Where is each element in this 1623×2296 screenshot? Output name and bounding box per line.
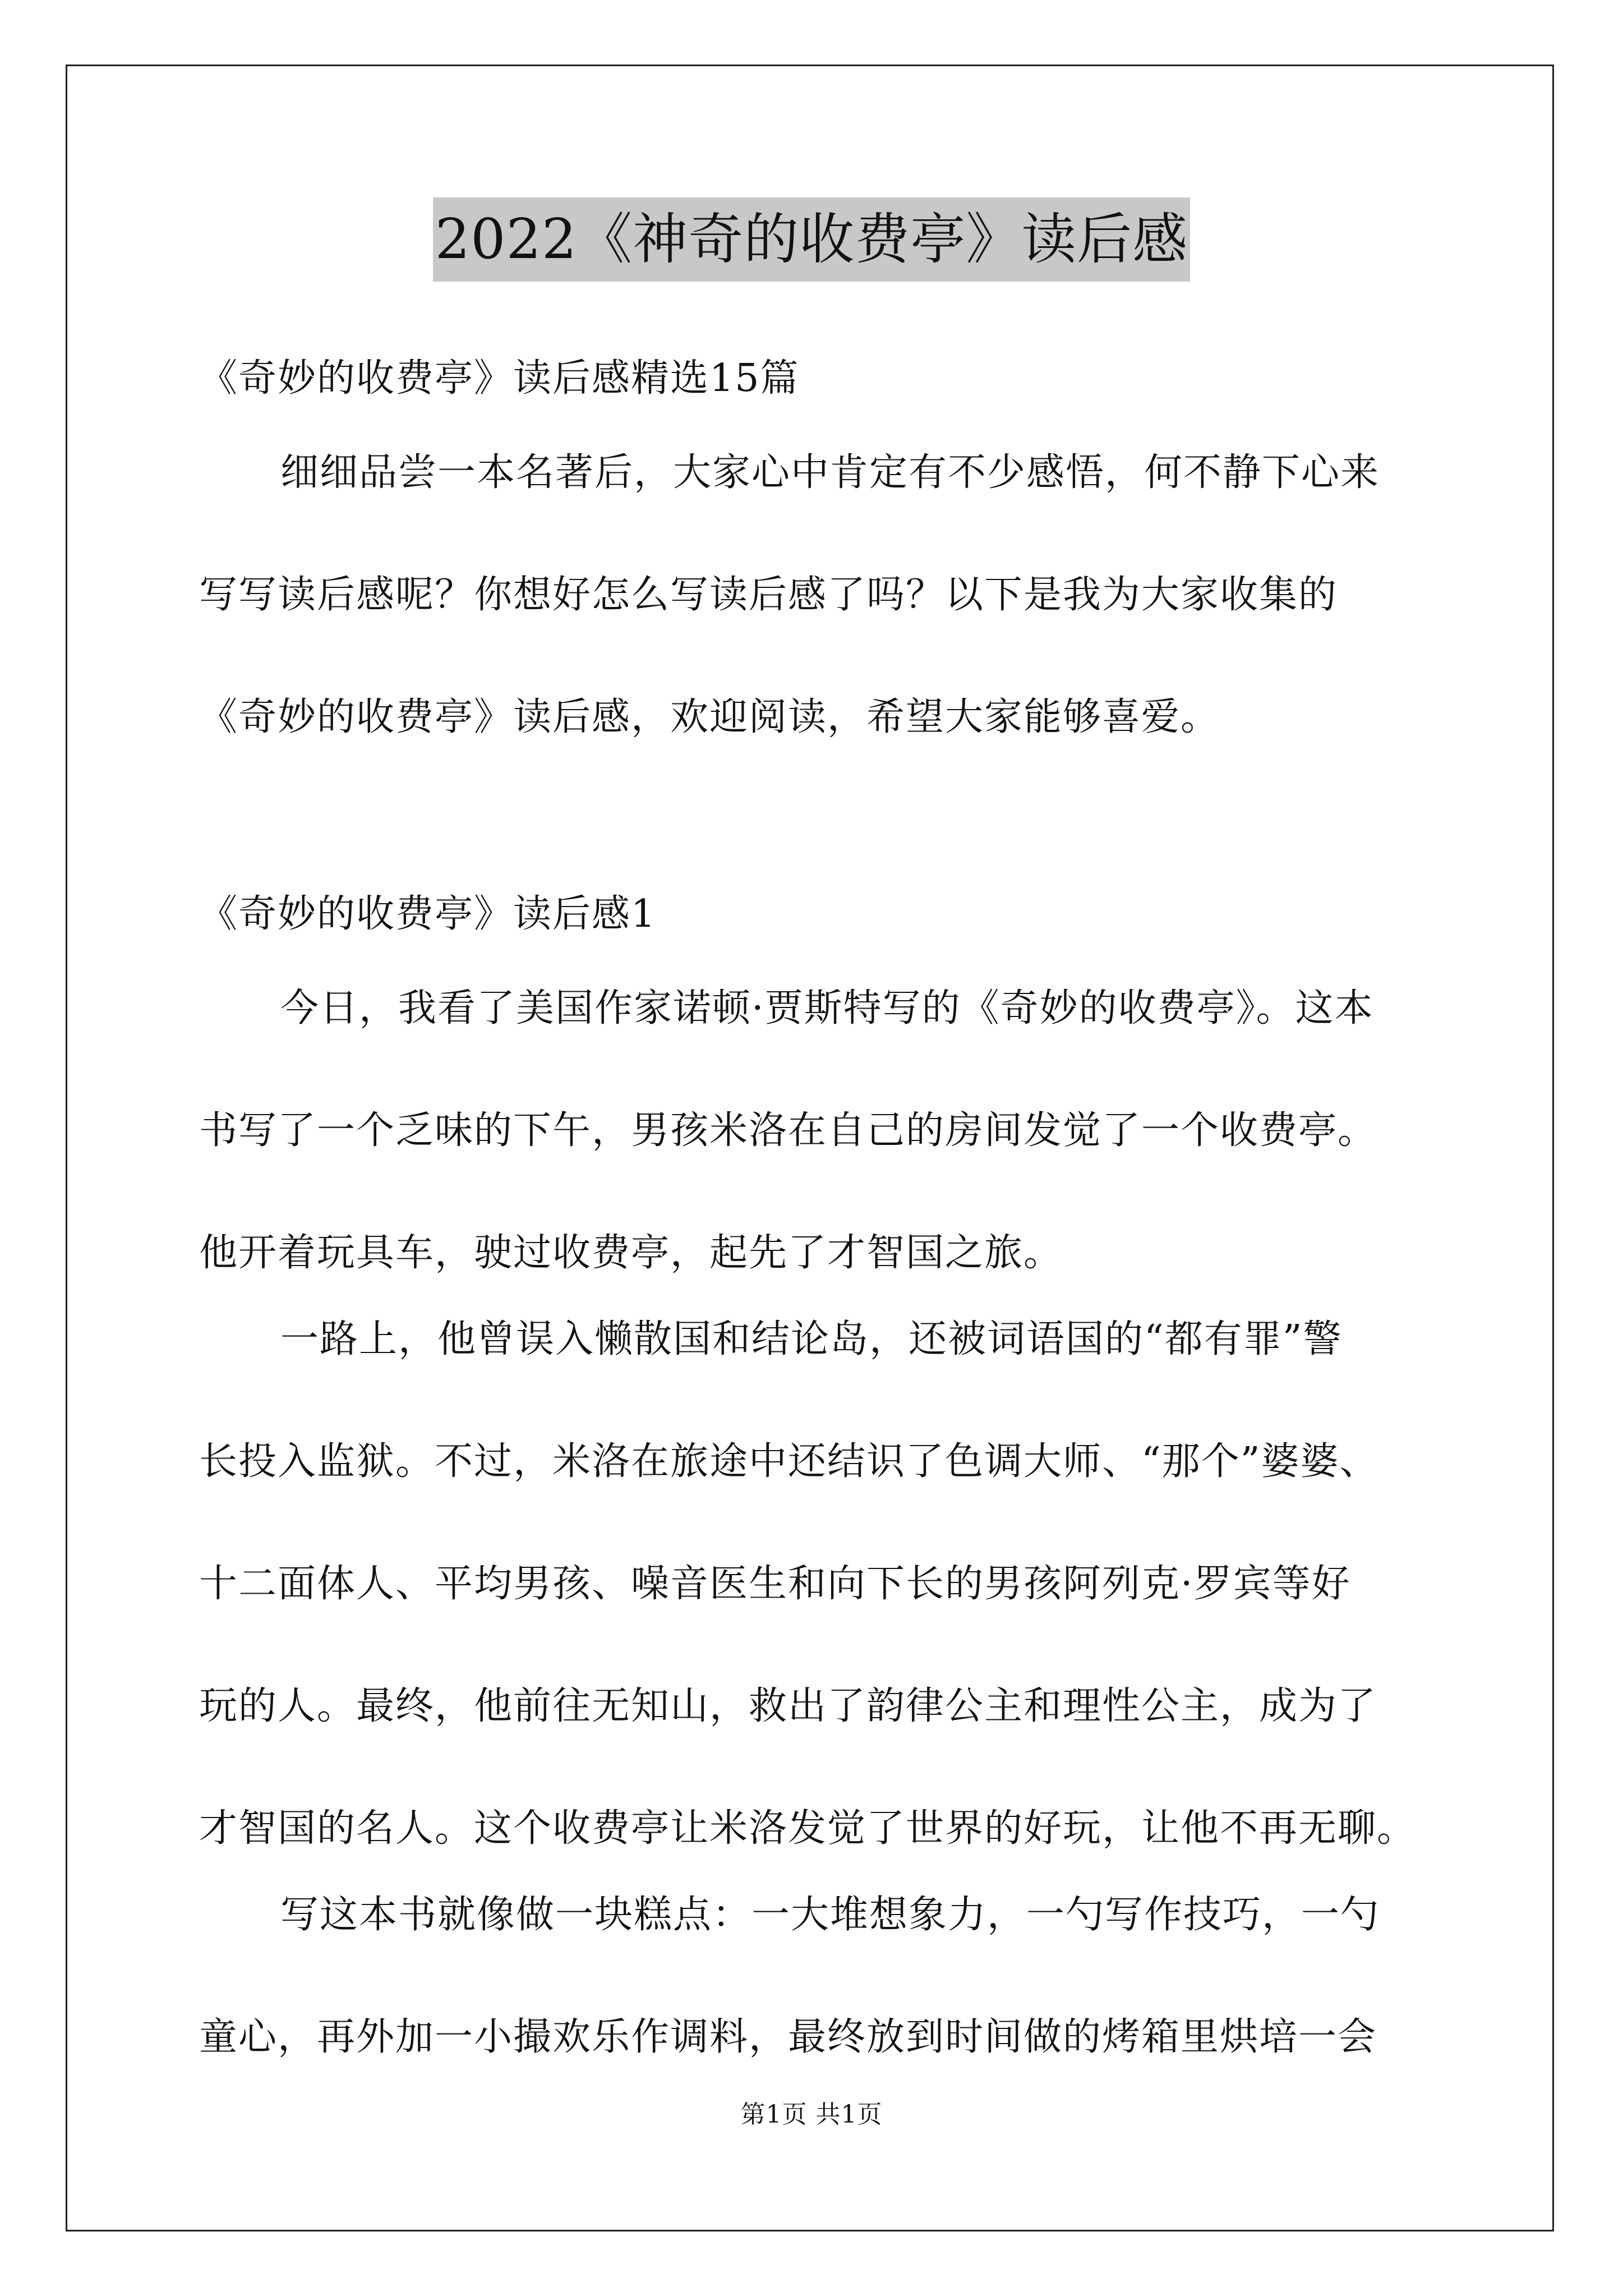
body-line: 写这本书就像做一块糕点：一大堆想象力，一勺写作技巧，一勺 [280,1893,1380,1937]
page-footer: 第1页 共1页 [740,2100,883,2129]
body-line: 书写了一个乏味的下午，男孩米洛在自己的房间发觉了一个收费亭。 [199,1108,1377,1153]
intro-line: 《奇妙的收费亭》读后感，欢迎阅读，希望大家能够喜爱。 [199,695,1220,739]
subtitle: 《奇妙的收费亭》读后感精选15篇 [199,356,800,401]
title-container [0,197,1623,282]
intro-line: 细细品尝一本名著后，大家心中肯定有不少感悟，何不静下心来 [280,450,1380,495]
body-line: 才智国的名人。这个收费亭让米洛发觉了世界的好玩，让他不再无聊。 [199,1806,1417,1851]
body-line: 玩的人。最终，他前往无知山，救出了韵律公主和理性公主，成为了 [199,1684,1377,1728]
document-title: 2022《神奇的收费亭》读后感 [433,197,1190,282]
intro-line: 写写读后感呢？你想好怎么写读后感了吗？以下是我为大家收集的 [199,573,1338,617]
section-heading: 《奇妙的收费亭》读后感1 [199,892,657,936]
body-line: 长投入监狱。不过，米洛在旅途中还结识了色调大师、“那个”婆婆、 [199,1439,1379,1484]
body-line: 十二面体人、平均男孩、噪音医生和向下长的男孩阿列克·罗宾等好 [199,1562,1351,1606]
body-line: 今日，我看了美国作家诺顿·贾斯特写的《奇妙的收费亭》。这本 [280,986,1374,1030]
body-line: 童心，再外加一小撮欢乐作调料，最终放到时间做的烤箱里烘培一会 [199,2015,1377,2059]
body-line: 一路上，他曾误入懒散国和结论岛，还被词语国的“都有罪”警 [280,1317,1343,1361]
body-line: 他开着玩具车，驶过收费亭，起先了才智国之旅。 [199,1231,1063,1275]
